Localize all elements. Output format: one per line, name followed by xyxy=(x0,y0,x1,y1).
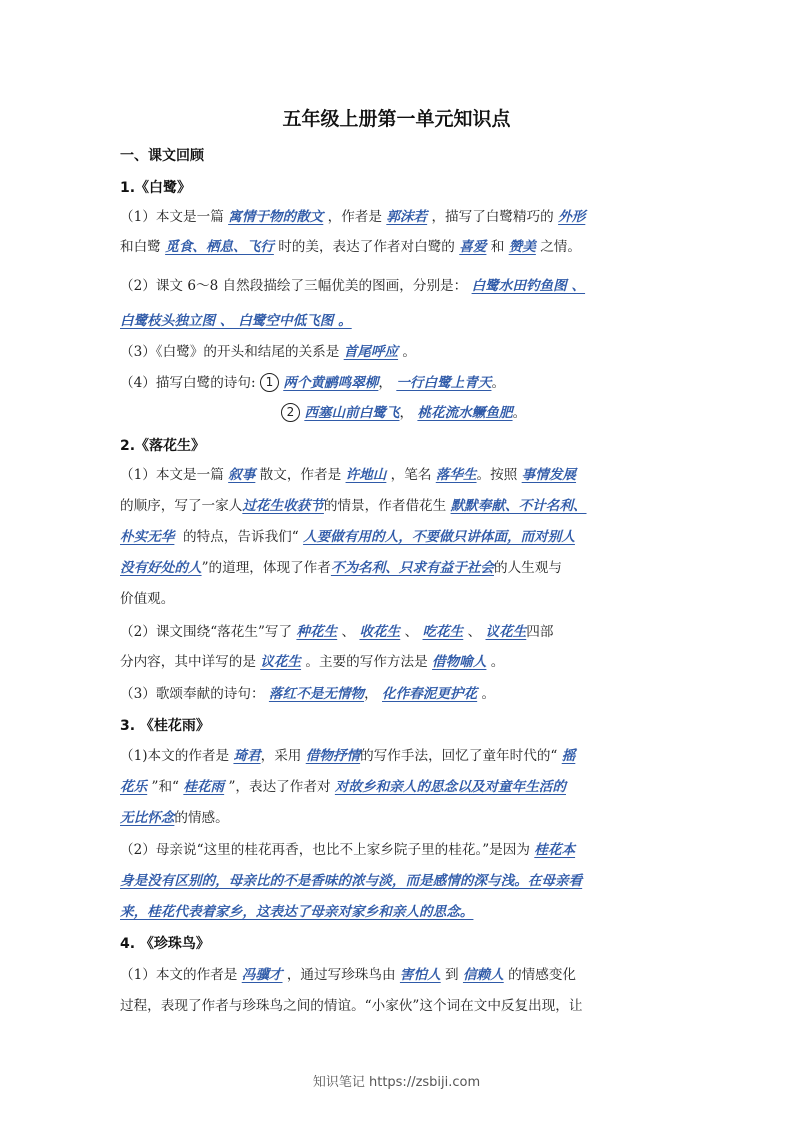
lesson-heading-1: 1.《白鹭》 xyxy=(120,180,192,196)
text: 的情景，作者借花生 xyxy=(323,498,447,514)
l1-q1-line1 xyxy=(120,207,585,227)
text: 分内容，其中详写的是 xyxy=(120,654,256,670)
text: （2）课文围绕“落花生”写了 xyxy=(120,624,293,640)
text: 时的美，表达了作者对白鹭的 xyxy=(278,239,455,255)
answer: 来，桂花代表着家乡，这表达了母亲对家乡和亲人的思念。 xyxy=(120,904,474,920)
text: （1）本文是一篇 xyxy=(120,467,224,483)
text: 到 xyxy=(445,967,459,983)
lesson-heading-2: 2.《落花生》 xyxy=(120,438,206,454)
answer: 白鹭枝头独立图 、 白鹭空中低飞图 。 xyxy=(120,313,352,329)
text: （2）母亲说“这里的桂花再香，也比不上家乡院子里的桂花。”是因为 xyxy=(120,842,530,858)
lesson-heading-4: 4. 《珍珠鸟》 xyxy=(120,936,210,952)
answer: 信赖人 xyxy=(462,967,504,983)
l1-q1-line2 xyxy=(120,237,581,257)
answer: 许地山 xyxy=(345,467,387,483)
answer: 不为名利、只求有益于社会 xyxy=(330,560,494,576)
answer: 两个黄鹂鸣翠柳 xyxy=(283,375,379,391)
l2-q1-line4 xyxy=(120,558,562,578)
text: 的顺序，写了一家人 xyxy=(120,498,243,514)
text: ”和“ xyxy=(151,779,180,795)
answer: 郭沫若 xyxy=(386,209,428,225)
circled-number: 1 xyxy=(260,373,279,392)
text: ，笔名 xyxy=(390,467,432,483)
text: 散文，作者是 xyxy=(259,467,342,483)
text: 和白鹭 xyxy=(120,239,161,255)
footer-watermark: 知识笔记 https://zsbiji.com xyxy=(312,1075,481,1090)
page-title: 五年级上册第一单元知识点 xyxy=(282,108,511,130)
answer: 冯骥才 xyxy=(241,967,283,983)
text: 和 xyxy=(490,239,505,255)
answer: 议花生 xyxy=(485,624,527,640)
l2-q2-line1 xyxy=(120,622,553,642)
text: （3）歌颂奉献的诗句： xyxy=(120,686,265,702)
l3-q2-line2 xyxy=(120,871,582,891)
answer: 落红不是无情物 xyxy=(268,686,365,702)
answer: 落华生 xyxy=(435,467,477,483)
answer: 没有好处的人 xyxy=(120,560,202,576)
answer: 收花生 xyxy=(359,624,401,640)
text: ，作者是 xyxy=(327,209,382,225)
l3-q1-line2 xyxy=(120,777,566,797)
answer: 喜爱 xyxy=(459,239,487,255)
l2-q1-line2 xyxy=(120,496,587,516)
answer: 桂花雨 xyxy=(183,779,225,795)
text: 的人生观与 xyxy=(493,560,562,576)
answer: 首尾呼应 xyxy=(343,344,399,360)
answer: 叙事 xyxy=(228,467,256,483)
text: ，描写了白鹭精巧的 xyxy=(431,209,554,225)
l2-q1-line3 xyxy=(120,527,575,547)
answer: 身是没有区别的，母亲比的不是香味的浓与淡，而是感情的深与浅。在母亲看 xyxy=(120,873,583,889)
text: （1)本文的作者是 xyxy=(120,748,230,764)
answer: 摇 xyxy=(561,748,576,764)
l1-q2-line2 xyxy=(120,311,352,331)
answer: 琦君 xyxy=(233,748,261,764)
text: 的情感变化 xyxy=(508,967,577,983)
l3-q2-line1 xyxy=(120,840,575,860)
text: 四部 xyxy=(526,624,554,640)
text: 、 xyxy=(341,624,356,640)
text: 。 xyxy=(481,686,496,702)
answer: 白鹭水田钓鱼图 、 xyxy=(471,278,586,294)
text: 。 xyxy=(402,344,416,360)
text: ”，表达了作者对 xyxy=(228,779,331,795)
text: 。 xyxy=(512,405,527,421)
answer: 过花生收获节 xyxy=(242,498,324,514)
answer: 西塞山前白鹭飞 xyxy=(304,405,400,421)
l4-q1-line1 xyxy=(120,965,576,985)
l3-q1-line1 xyxy=(120,746,575,766)
text: 。主要的写作方法是 xyxy=(305,654,428,670)
text: 。 xyxy=(490,654,505,670)
answer: 桂花本 xyxy=(534,842,576,858)
text: （4）描写白鹭的诗句: xyxy=(120,375,256,391)
text: 。按照 xyxy=(476,467,518,483)
text: ，通过写珍珠鸟由 xyxy=(286,967,396,983)
text: ”的道理，体现了作者 xyxy=(201,560,331,576)
text: ， xyxy=(364,686,378,702)
answer: 事情发展 xyxy=(521,467,577,483)
answer: 对故乡和亲人的思念以及对童年生活的 xyxy=(334,779,566,795)
text: 的写作手法，回忆了童年时代的“ xyxy=(360,748,558,764)
l2-q3 xyxy=(120,684,495,704)
text: 、 xyxy=(404,624,419,640)
l4-q1-line2: 过程，表现了作者与珍珠鸟之间的情谊。“小家伙”这个词在文中反复出现，让 xyxy=(120,998,583,1014)
text: 之情。 xyxy=(540,239,581,255)
text: （1）本文的作者是 xyxy=(120,967,238,983)
answer: 寓情于物的散文 xyxy=(228,209,324,225)
text: ， xyxy=(378,375,392,391)
answer: 种花生 xyxy=(296,624,338,640)
answer: 一行白鹭上青天 xyxy=(396,375,492,391)
answer: 觅食、栖息、飞行 xyxy=(165,239,274,255)
l1-q4-line1 xyxy=(120,373,505,393)
answer: 人要做有用的人，不要做只讲体面，而对别人 xyxy=(303,529,575,545)
answer: 朴实无华 xyxy=(120,529,175,545)
text: （3）《白鹭》的开头和结尾的关系是 xyxy=(120,344,340,360)
answer: 外形 xyxy=(558,209,586,225)
text: ，采用 xyxy=(260,748,302,764)
answer: 借物抒情 xyxy=(305,748,361,764)
l2-q1-line5: 价值观。 xyxy=(120,591,175,607)
text: 的情感。 xyxy=(174,810,229,826)
answer: 默默奉献、不计名利、 xyxy=(450,498,587,514)
answer: 赞美 xyxy=(508,239,536,255)
l3-q1-line3 xyxy=(120,808,229,828)
lesson-heading-3: 3. 《桂花雨》 xyxy=(120,718,210,734)
l1-q3 xyxy=(120,342,416,362)
answer: 桃花流水鳜鱼肥 xyxy=(417,405,513,421)
l1-q4-line2 xyxy=(281,403,526,423)
l3-q2-line3 xyxy=(120,902,473,922)
l2-q2-line2 xyxy=(120,652,504,672)
text: ， xyxy=(399,405,414,421)
text: 、 xyxy=(467,624,482,640)
answer: 议花生 xyxy=(260,654,302,670)
text: （1）本文是一篇 xyxy=(120,209,224,225)
answer: 害怕人 xyxy=(399,967,441,983)
text: 的特点，告诉我们“ xyxy=(183,529,299,545)
answer: 吃花生 xyxy=(422,624,464,640)
answer: 无比怀念 xyxy=(120,810,175,826)
answer: 花乐 xyxy=(120,779,148,795)
section-heading: 一、课文回顾 xyxy=(120,148,204,164)
circled-number: 2 xyxy=(281,403,300,422)
text: 。 xyxy=(491,375,506,391)
text: （2）课文 6～8 自然段描绘了三幅优美的图画，分别是： xyxy=(120,278,468,294)
answer: 借物喻人 xyxy=(432,654,487,670)
l1-q2-line1 xyxy=(120,276,585,296)
l2-q1-line1 xyxy=(120,465,576,485)
answer: 化作春泥更护花 xyxy=(382,686,478,702)
